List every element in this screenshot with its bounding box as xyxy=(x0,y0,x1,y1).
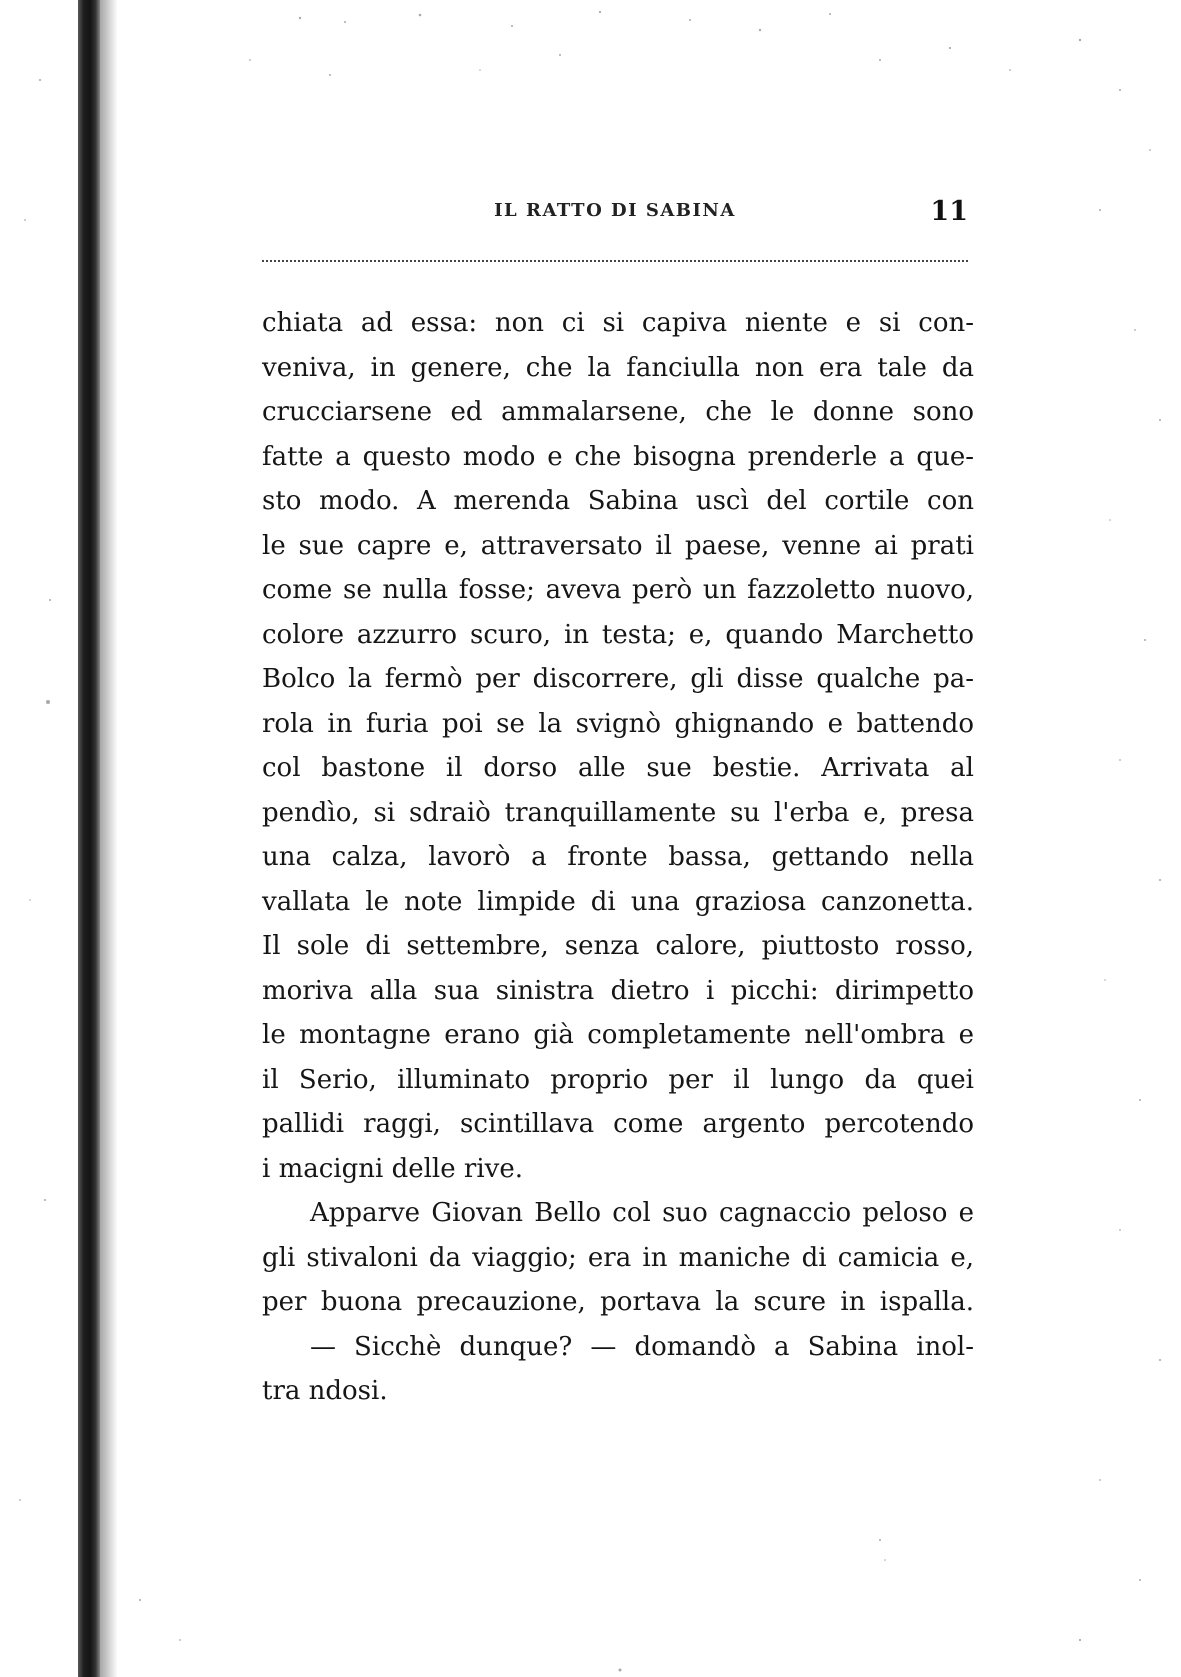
text-line: col bastone il dorso alle sue bestie. Arrivata al xyxy=(262,753,974,783)
header-rule xyxy=(262,260,968,262)
text-line: come se nulla fosse; aveva però un fazzoletto nuovo, xyxy=(262,575,974,605)
text-line: crucciarsene ed ammalarsene, che le donne sono xyxy=(262,397,974,427)
text-line: per buona precauzione, portava la scure in ispalla. xyxy=(262,1287,974,1317)
text-line: le sue capre e, attraversato il paese, venne ai prati xyxy=(262,530,974,561)
text-line: il Serio, illuminato proprio per il lungo da quei xyxy=(262,1064,974,1095)
text-line: colore azzurro scuro, in testa; e, quando Marchetto xyxy=(262,619,974,650)
text-line: veniva, in genere, che la fanciulla non era tale da xyxy=(262,352,974,383)
text-line: chiata ad essa: non ci si capiva niente e si con- xyxy=(262,308,974,338)
binding-shadow xyxy=(100,0,118,1677)
text-line: fatte a questo modo e che bisogna prenderle a que- xyxy=(262,441,974,472)
text-line: pendìo, si sdraiò tranquillamente su l'erba e, presa xyxy=(262,797,974,828)
text-line: gli stivaloni da viaggio; era in maniche di camicia e, xyxy=(262,1242,974,1273)
text-line: rola in furia poi se la svignò ghignando e battendo xyxy=(262,708,974,739)
text-line: le montagne erano già completamente nell'ombra e xyxy=(262,1020,974,1050)
text-line: Il sole di settembre, senza calore, piuttosto rosso, xyxy=(262,931,974,961)
running-title: IL RATTO DI SABINA xyxy=(494,200,736,221)
body-text xyxy=(262,301,974,1414)
text-line: moriva alla sua sinistra dietro i picchi: dirimpetto xyxy=(262,975,974,1006)
text-line: — Sicchè dunque? — domandò a Sabina inol- xyxy=(310,1331,974,1362)
text-line: tra ndosi. xyxy=(262,1376,388,1406)
text-line: vallata le note limpide di una graziosa canzonetta. xyxy=(262,886,974,917)
page-binding-edge xyxy=(78,0,100,1677)
page-number: 11 xyxy=(930,196,968,227)
text-line: i macigni delle rive. xyxy=(262,1153,523,1184)
text-line: Apparve Giovan Bello col suo cagnaccio peloso e xyxy=(310,1198,974,1228)
page-header xyxy=(262,196,968,232)
text-line: pallidi raggi, scintillava come argento percotendo xyxy=(262,1109,974,1139)
text-line: una calza, lavorò a fronte bassa, gettando nella xyxy=(262,842,974,872)
text-line: sto modo. A merenda Sabina uscì del cortile con xyxy=(262,486,974,516)
text-line: Bolco la fermò per discorrere, gli disse qualche pa- xyxy=(262,664,974,694)
